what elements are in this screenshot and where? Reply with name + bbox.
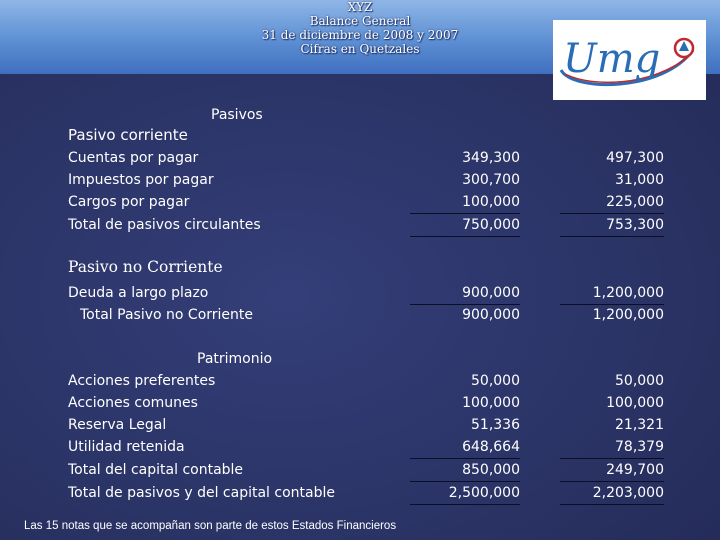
footnote: Las 15 notas que se acompañan son parte de estos Estados Financieros xyxy=(24,520,397,532)
equity-title: Patrimonio xyxy=(197,351,273,367)
row-label: Impuestos por pagar xyxy=(68,172,214,188)
total-2008: 850,000 xyxy=(410,459,520,482)
total-2007: 753,300 xyxy=(560,214,664,237)
value-2007: 50,000 xyxy=(615,373,664,389)
row-label: Total del capital contable xyxy=(68,462,244,478)
total-2007: 1,200,000 xyxy=(592,307,664,323)
row-label: Acciones preferentes xyxy=(68,373,216,389)
row-label: Utilidad retenida xyxy=(68,439,185,455)
row-label: Cuentas por pagar xyxy=(68,150,199,166)
value-2007: 497,300 xyxy=(606,150,664,166)
row-label: Reserva Legal xyxy=(68,417,167,433)
value-2007: 225,000 xyxy=(560,191,664,214)
umg-logo xyxy=(553,20,706,100)
total-2008: 750,000 xyxy=(410,214,520,237)
value-2008: 300,700 xyxy=(462,172,520,188)
total-2008: 900,000 xyxy=(462,307,520,323)
umg-logo-graphic xyxy=(553,20,706,100)
value-2008: 51,336 xyxy=(471,417,520,433)
row-label: Deuda a largo plazo xyxy=(68,285,209,301)
row-label: Total Pasivo no Corriente xyxy=(80,307,253,323)
statement-title: Balance General xyxy=(309,14,411,28)
company-name: XYZ xyxy=(347,0,373,14)
value-2007: 100,000 xyxy=(606,395,664,411)
logo-wordmark: Umg xyxy=(563,36,661,82)
value-2007: 78,379 xyxy=(560,436,664,459)
row-label: Cargos por pagar xyxy=(68,194,190,210)
row-label: Acciones comunes xyxy=(68,395,198,411)
current-liabilities-title: Pasivo corriente xyxy=(68,126,188,144)
row-label: Total de pasivos circulantes xyxy=(68,217,261,233)
row-label: Total de pasivos y del capital contable xyxy=(68,485,335,501)
value-2007: 31,000 xyxy=(615,172,664,188)
liabilities-title: Pasivos xyxy=(211,107,263,123)
statement-dates: 31 de diciembre de 2008 y 2007 xyxy=(261,28,459,42)
noncurrent-liabilities-title: Pasivo no Corriente xyxy=(68,258,223,276)
value-2008: 648,664 xyxy=(410,436,520,459)
value-2008: 900,000 xyxy=(410,282,520,305)
grand-total-2008: 2,500,000 xyxy=(410,482,520,505)
grand-total-2007: 2,203,000 xyxy=(560,482,664,505)
value-2008: 100,000 xyxy=(410,191,520,214)
value-2007: 1,200,000 xyxy=(560,282,664,305)
total-2007: 249,700 xyxy=(560,459,664,482)
value-2007: 21,321 xyxy=(615,417,664,433)
value-2008: 100,000 xyxy=(462,395,520,411)
currency-note: Cifras en Quetzales xyxy=(300,42,420,56)
value-2008: 50,000 xyxy=(471,373,520,389)
value-2008: 349,300 xyxy=(462,150,520,166)
